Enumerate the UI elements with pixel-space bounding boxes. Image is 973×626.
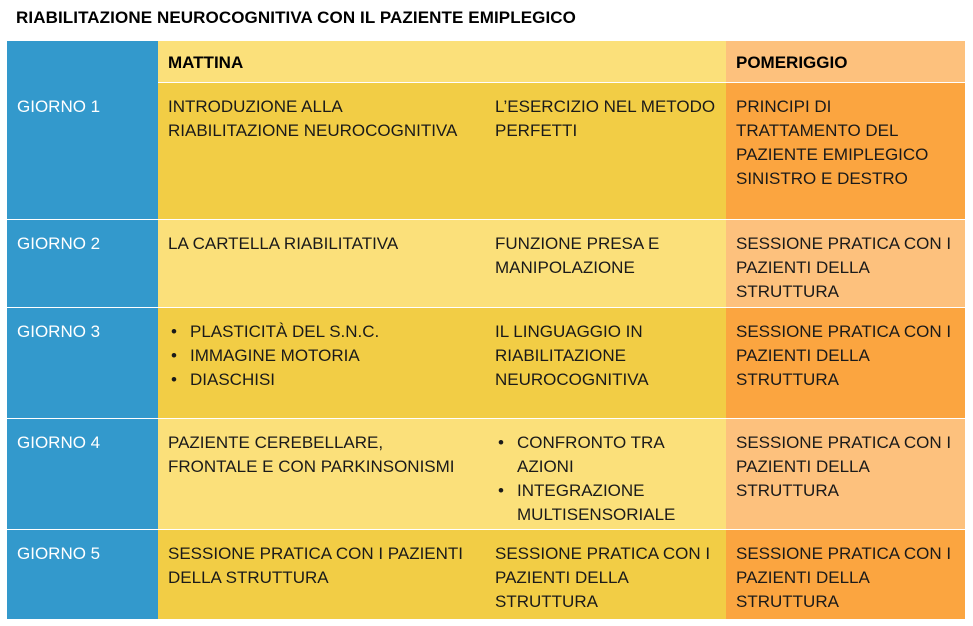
day-label: GIORNO 4 (7, 419, 158, 530)
afternoon-session: PRINCIPI DI TRATTAMENTO DEL PAZIENTE EMIPLEGICO SINISTRO E DESTRO (726, 83, 965, 220)
morning-session-b (486, 419, 726, 529)
day-label: GIORNO 5 (7, 530, 158, 619)
list-item: • DIASCHISI (168, 368, 476, 392)
afternoon-session: SESSIONE PRATICA CON I PAZIENTI DELLA STRUTTURA (726, 308, 965, 419)
morning-session-b: FUNZIONE PRESA E MANIPOLAZIONE (495, 234, 660, 277)
list-item: • INTEGRAZIONE MULTISENSORIALE (495, 479, 716, 527)
schedule-table (7, 41, 965, 619)
afternoon-session: SESSIONE PRATICA CON I PAZIENTI DELLA STRUTTURA (726, 220, 965, 308)
list-item: • PLASTICITÀ DEL S.N.C. (168, 320, 476, 344)
topic-list (168, 320, 476, 392)
morning-session-a (158, 308, 486, 418)
morning-session-a: LA CARTELLA RIABILITATIVA (168, 234, 399, 253)
morning-cell (158, 83, 726, 220)
morning-cell (158, 308, 726, 419)
list-item: • IMMAGINE MOTORIA (168, 344, 476, 368)
topic-list (495, 431, 716, 527)
list-item: • CONFRONTO TRA AZIONI (495, 431, 716, 479)
morning-session-a: INTRODUZIONE ALLA RIABILITAZIONE NEUROCOGNITIVA (168, 97, 458, 140)
header-morning: MATTINA (158, 41, 726, 83)
morning-cell (158, 419, 726, 530)
morning-cell (158, 220, 726, 308)
header-afternoon: POMERIGGIO (726, 41, 965, 83)
morning-cell (158, 530, 726, 619)
morning-session-b: L’ESERCIZIO NEL METODO PERFETTI (495, 97, 716, 140)
day-label: GIORNO 1 (7, 83, 158, 220)
afternoon-session: SESSIONE PRATICA CON I PAZIENTI DELLA STRUTTURA (726, 530, 965, 619)
day-label: GIORNO 2 (7, 220, 158, 308)
morning-session-a: SESSIONE PRATICA CON I PAZIENTI DELLA STRUTTURA (168, 544, 464, 587)
morning-session-b: IL LINGUAGGIO IN RIABILITAZIONE NEUROCOGNITIVA (495, 322, 649, 389)
day-label: GIORNO 3 (7, 308, 158, 419)
afternoon-session: SESSIONE PRATICA CON I PAZIENTI DELLA STRUTTURA (726, 419, 965, 530)
page-title: RIABILITAZIONE NEUROCOGNITIVA CON IL PAZIENTE EMIPLEGICO (16, 8, 577, 27)
morning-session-b: SESSIONE PRATICA CON I PAZIENTI DELLA STRUTTURA (495, 544, 711, 611)
morning-session-a: PAZIENTE CEREBELLARE, FRONTALE E CON PARKINSONISMI (168, 433, 455, 476)
header-day-cell (7, 41, 158, 83)
